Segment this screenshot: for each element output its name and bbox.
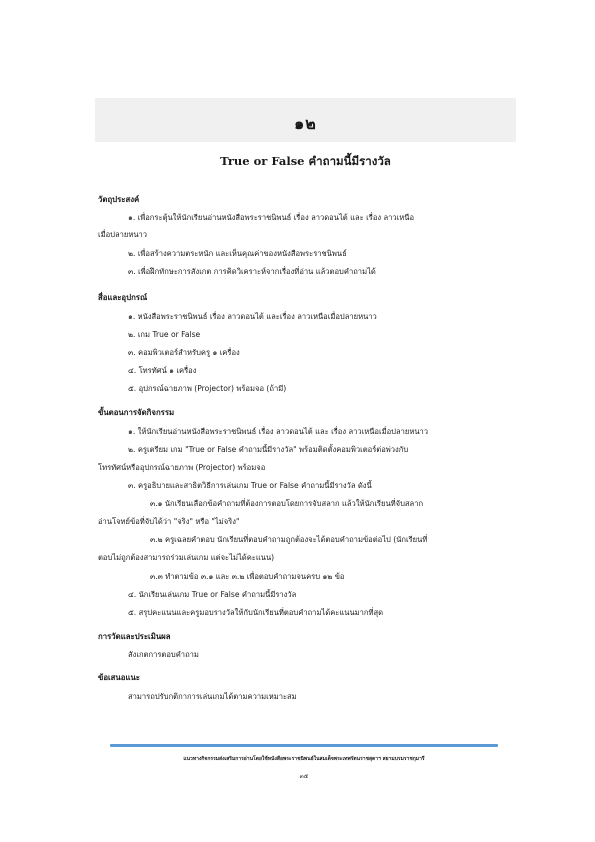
footer-divider <box>110 744 498 747</box>
procedure-item-3: ๓. ครูอธิบายและสาธิตวิธีการเล่นเกม True or False คำถามนี้มีรางวัล ดังนี้ <box>128 481 372 490</box>
material-item-3: ๓. คอมพิวเตอร์สำหรับครู ๑ เครื่อง <box>128 348 240 357</box>
procedure-item-1: ๑. ให้นักเรียนอ่านหนังสือพระราชนิพนธ์ เรื่อง ลาวดอนไต้ และ เรื่อง ลาวเหนือเมื่อปลายหนาว <box>128 427 429 436</box>
procedure-item-2-cont: โทรทัศน์หรืออุปกรณ์ฉายภาพ (Projector) พร้อมจอ <box>98 463 266 472</box>
objective-item-1: ๑. เพื่อกระตุ้นให้นักเรียนอ่านหนังสือพระราชนิพนธ์ เรื่อง ลาวดอนไต้ และ เรื่อง ลาวเหนือ <box>128 213 415 222</box>
footer-caption: แนวทางกิจกรรมส่งเสริมการอ่านโดยใช้หนังสือพระราชนิพนธ์ในสมเด็จพระเทพรัตนราชสุดาฯ สยามบรมราชกุมารี <box>183 756 425 762</box>
material-item-5: ๕. อุปกรณ์ฉายภาพ (Projector) พร้อมจอ (ถ้ามี) <box>128 384 287 393</box>
section-heading-evaluation: การวัดและประเมินผล <box>98 632 171 641</box>
objective-item-1-cont: เมื่อปลายหนาว <box>98 230 148 239</box>
material-item-1: ๑. หนังสือพระราชนิพนธ์ เรื่อง ลาวดอนไต้ และเรื่อง ลาวเหนือเมื่อปลายหนาว <box>128 312 377 321</box>
page-number: ๓๕ <box>299 773 309 780</box>
material-item-2: ๒. เกม True or False <box>128 330 201 339</box>
section-heading-objectives: วัตถุประสงค์ <box>98 195 140 204</box>
material-item-4: ๔. โทรทัศน์ ๑ เครื่อง <box>128 366 197 375</box>
evaluation-item-1: สังเกตการตอบคำถาม <box>128 650 199 659</box>
procedure-item-3-1: ๓.๑ นักเรียนเลือกข้อคำถามที่ต้องการตอบโดยการจับสลาก แล้วให้นักเรียนที่จับสลาก <box>150 499 424 508</box>
suggestion-item-1: สามารถปรับกติกาการเล่นเกมได้ตามความเหมาะสม <box>128 692 297 701</box>
objective-item-2: ๒. เพื่อสร้างความตระหนัก และเห็นคุณค่าของหนังสือพระราชนิพนธ์ <box>128 249 347 258</box>
section-heading-procedure: ขั้นตอนการจัดกิจกรรม <box>98 408 175 417</box>
procedure-item-2: ๒. ครูเตรียม เกม "True or False คำถามนี้มีรางวัล" พร้อมติดตั้งคอมพิวเตอร์ต่อพ่วงกับ <box>128 445 409 454</box>
procedure-item-3-3: ๓.๓ ทำตามข้อ ๓.๑ และ ๓.๒ เพื่อตอบคำถามจนครบ ๑๒ ข้อ <box>150 572 345 581</box>
procedure-item-3-2-cont: ตอบไม่ถูกต้องสามารถร่วมเล่นเกม แต่จะไม่ได้คะแนน) <box>98 553 275 562</box>
procedure-item-4: ๔. นักเรียนเล่นเกม True or False คำถามนี้มีรางวัล <box>128 590 297 599</box>
objective-item-3: ๓. เพื่อฝึกทักษะการสังเกต การคิดวิเคราะห์จากเรื่องที่อ่าน แล้วตอบคำถามได้ <box>128 267 376 276</box>
procedure-item-3-2: ๓.๒ ครูเฉลยคำตอบ นักเรียนที่ตอบคำถามถูกต้องจะได้ตอบคำถามข้อต่อไป (นักเรียนที่ <box>150 535 428 544</box>
section-heading-materials: สื่อและอุปกรณ์ <box>98 293 148 302</box>
section-heading-suggestions: ข้อเสนอแนะ <box>98 673 140 682</box>
page-title: True or False คำถามนี้มีรางวัล <box>220 154 391 168</box>
procedure-item-5: ๕. สรุปคะแนนและครูมอบรางวัลให้กับนักเรียนที่ตอบคำถามได้คะแนนมากที่สุด <box>128 608 384 617</box>
chapter-number: ๑๒ <box>294 114 317 133</box>
procedure-item-3-1-cont: อ่านโจทย์ข้อที่จับได้ว่า "จริง" หรือ "ไม่จริง" <box>98 517 240 526</box>
